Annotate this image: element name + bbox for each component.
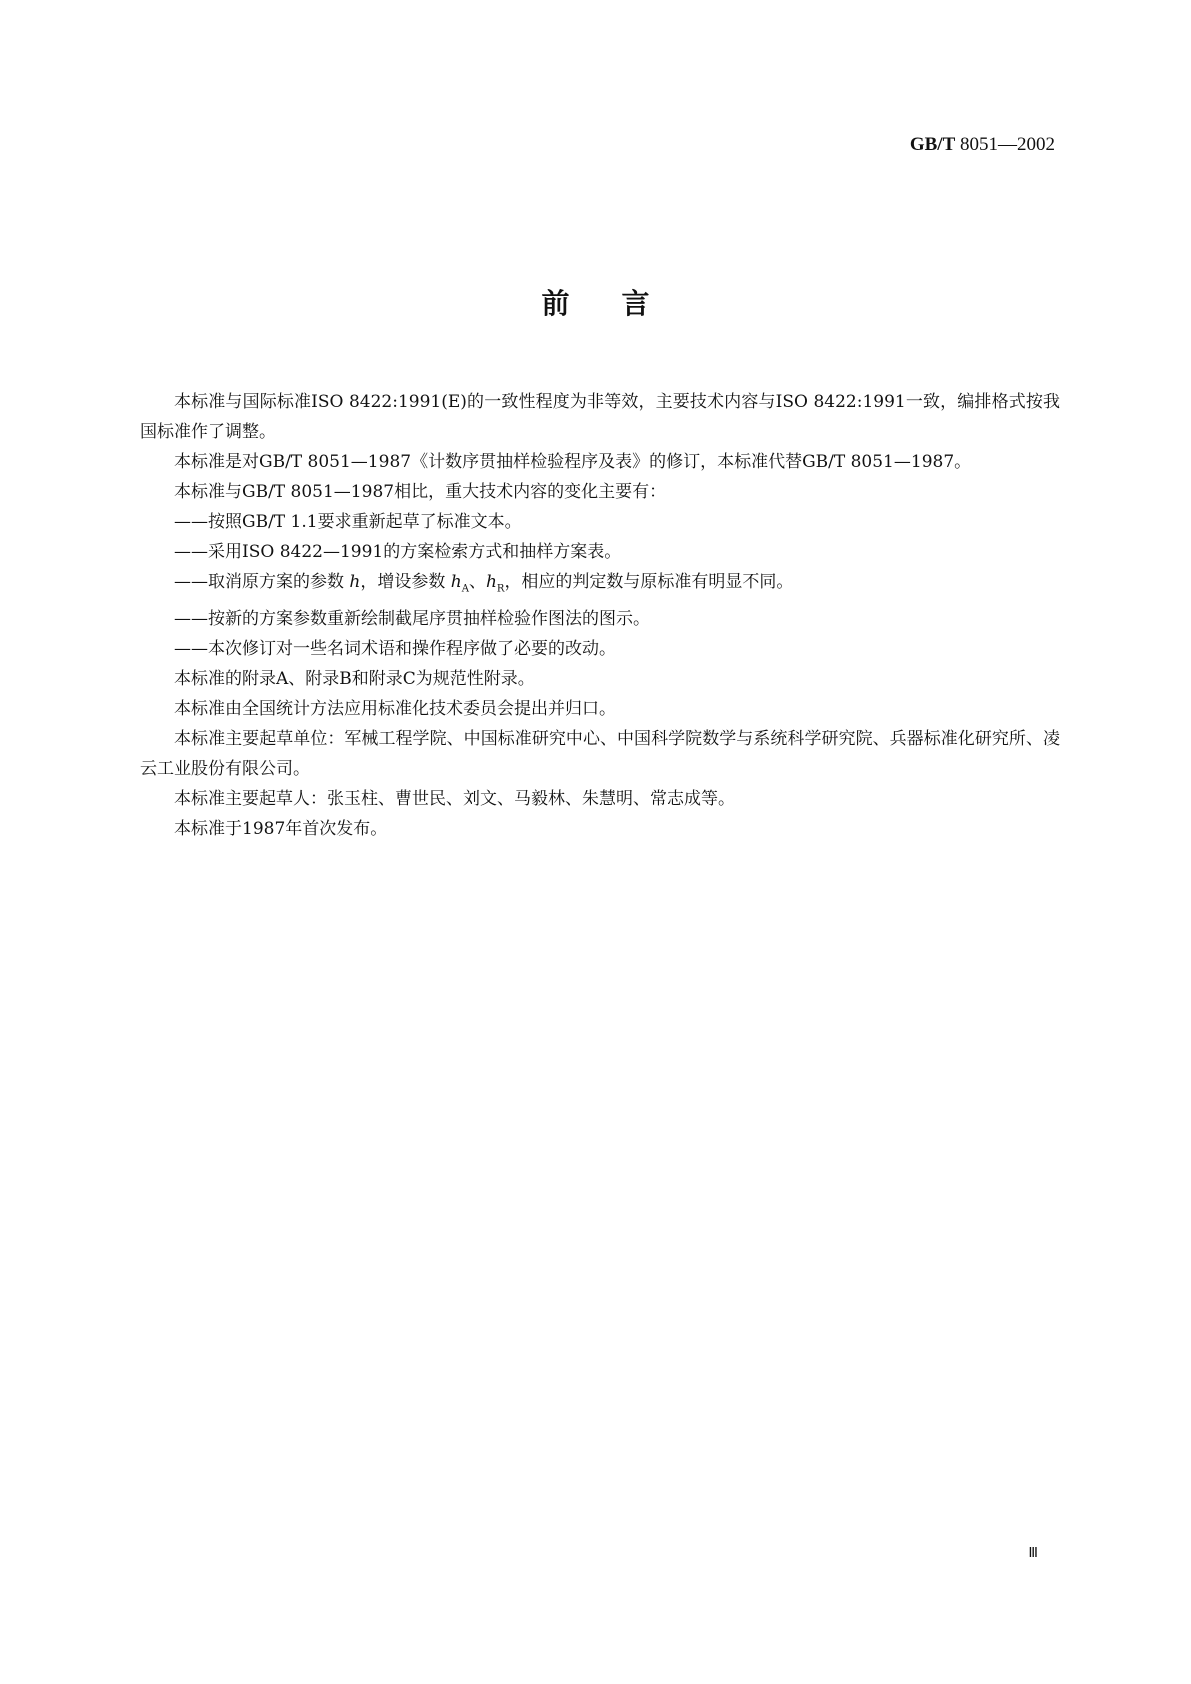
paragraph-drafters: 本标准主要起草人：张玉柱、曹世民、刘文、马毅林、朱慧明、常志成等。 [174,789,735,810]
change-item-text: ，增设参数 [360,572,451,592]
parameter-hA: h [450,572,462,592]
paragraph-equivalence: 本标准与国际标准ISO 8422:1991(E)的一致性程度为非等效，主要技术内容与ISO 8422:1991一致，编排格式按我国标准作了调整。 [140,392,1060,442]
change-item: ——按照GB/T 1.1要求重新起草了标准文本。 [174,512,522,532]
change-item: ——采用ISO 8422—1991的方案检索方式和抽样方案表。 [174,542,622,562]
paragraph-changes-intro: 本标准与GB/T 8051—1987相比，重大技术内容的变化主要有： [174,482,667,502]
parameter-hR: h [485,572,497,592]
change-item-text: ——取消原方案的参数 [174,572,350,592]
parameter-hA-subscript: A [461,583,469,595]
standard-code [910,134,1055,156]
parameter-h: h [349,572,361,592]
change-item-text: ，相应的判定数与原标准有明显不同。 [504,572,794,592]
paragraph-drafting-units: 本标准主要起草单位：军械工程学院、中国标准研究中心、中国科学院数学与系统科学研究院、兵器标准化研究所、凌云工业股份有限公司。 [140,729,1060,780]
foreword-body [140,387,1060,844]
standard-code-number: 8051—2002 [960,134,1055,155]
change-item-parameters [140,567,1060,604]
paragraph-revision: 本标准是对GB/T 8051—1987《计数序贯抽样检验程序及表》的修订，本标准代替GB/T 8051—1987。 [174,452,972,472]
page-number: Ⅲ [1028,1546,1038,1561]
standard-code-prefix: GB/T [909,134,956,155]
change-item: ——本次修订对一些名词术语和操作程序做了必要的改动。 [174,639,616,660]
paragraph-committee: 本标准由全国统计方法应用标准化技术委员会提出并归口。 [174,699,616,720]
change-item-separator: 、 [468,572,486,592]
paragraph-first-issue: 本标准于1987年首次发布。 [174,819,388,840]
paragraph-annexes: 本标准的附录A、附录B和附录C为规范性附录。 [174,669,535,690]
parameter-hR-subscript: R [496,583,505,595]
page-title: 前言 [541,287,702,320]
change-item: ——按新的方案参数重新绘制截尾序贯抽样检验作图法的图示。 [174,609,650,630]
